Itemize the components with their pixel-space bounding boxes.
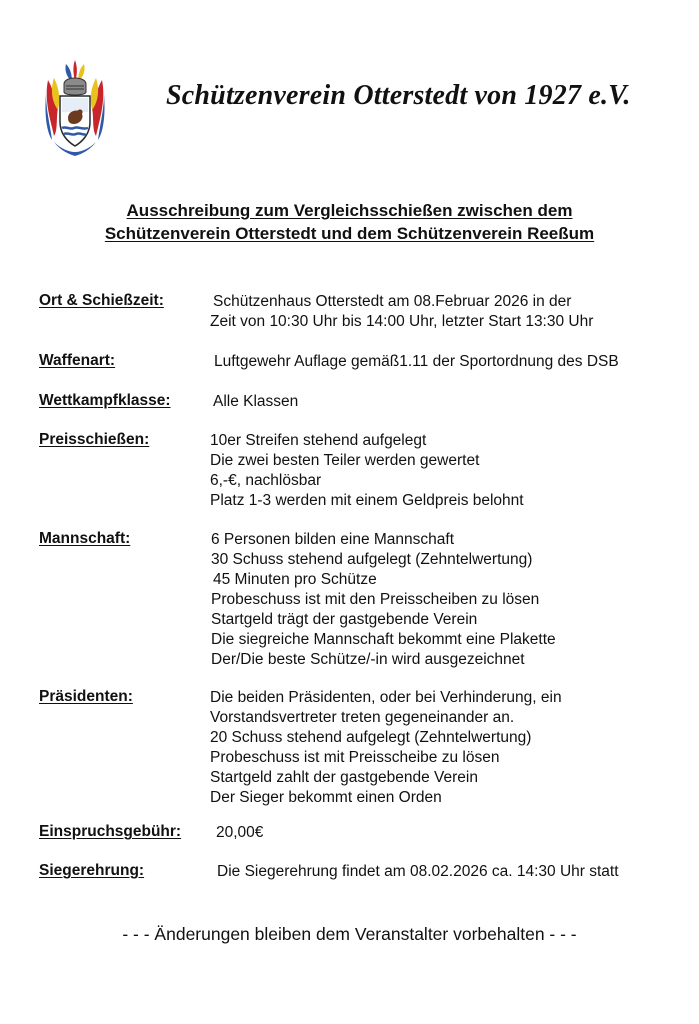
value-mannschaft bbox=[211, 530, 556, 670]
label-ort-schiesszeit: Ort & Schießzeit: bbox=[39, 292, 164, 309]
text-line: Schützenhaus Otterstedt am 08.Februar 2026 in der bbox=[213, 293, 572, 310]
heading-line-1: Ausschreibung zum Vergleichsschießen zwischen dem bbox=[126, 201, 573, 220]
text-line: Die beiden Präsidenten, oder bei Verhinderung, ein bbox=[210, 689, 562, 706]
label-preisschiessen: Preisschießen: bbox=[39, 431, 150, 448]
text-line: Der Sieger bekommt einen Orden bbox=[210, 789, 442, 806]
value-einspruchsgebuehr bbox=[216, 823, 263, 843]
text-line: Zeit von 10:30 Uhr bis 14:00 Uhr, letzter Start 13:30 Uhr bbox=[210, 313, 594, 330]
label-einspruchsgebuehr: Einspruchsgebühr: bbox=[39, 823, 182, 840]
text-line: 20 Schuss stehend aufgelegt (Zehntelwertung) bbox=[210, 729, 532, 746]
text-line: 6 Personen bilden eine Mannschaft bbox=[211, 531, 454, 548]
text-line: 10er Streifen stehend aufgelegt bbox=[210, 432, 427, 449]
text-line: Startgeld zahlt der gastgebende Verein bbox=[210, 769, 478, 786]
club-crest-logo bbox=[44, 60, 106, 158]
text-line: Der/Die beste Schütze/-in wird ausgezeichnet bbox=[211, 651, 525, 668]
value-siegerehrung bbox=[217, 862, 619, 882]
value-ort-schiesszeit bbox=[210, 292, 594, 332]
text-line: Die Siegerehrung findet am 08.02.2026 ca. 14:30 Uhr statt bbox=[217, 863, 619, 880]
text-line: 30 Schuss stehend aufgelegt (Zehntelwertung) bbox=[211, 551, 533, 568]
text-line: Vorstandsvertreter treten gegeneinander an. bbox=[210, 709, 515, 726]
heading-line-2: Schützenverein Otterstedt und dem Schützenverein Reeßum bbox=[104, 224, 595, 243]
text-line: Probeschuss ist mit den Preisscheiben zu lösen bbox=[211, 591, 540, 608]
label-wettkampfklasse: Wettkampfklasse: bbox=[39, 392, 171, 409]
club-name-title: Schützenverein Otterstedt von 1927 e.V. bbox=[166, 80, 631, 111]
text-line: Probeschuss ist mit Preisscheibe zu lösen bbox=[210, 749, 500, 766]
label-waffenart: Waffenart: bbox=[39, 352, 116, 369]
label-siegerehrung: Siegerehrung: bbox=[39, 862, 145, 879]
text-line: Luftgewehr Auflage gemäß1.11 der Sportordnung des DSB bbox=[214, 353, 619, 370]
text-line: Startgeld trägt der gastgebende Verein bbox=[211, 611, 478, 628]
text-line: 20,00€ bbox=[216, 824, 264, 841]
footer-note: - - - Änderungen bleiben dem Veranstalter vorbehalten - - - bbox=[122, 924, 577, 944]
label-praesidenten: Präsidenten: bbox=[39, 688, 133, 705]
text-line: Platz 1-3 werden mit einem Geldpreis belohnt bbox=[210, 492, 524, 509]
value-waffenart bbox=[214, 352, 619, 372]
text-line: Die zwei besten Teiler werden gewertet bbox=[210, 452, 480, 469]
text-line: Die siegreiche Mannschaft bekommt eine Plakette bbox=[211, 631, 556, 648]
text-line: 45 Minuten pro Schütze bbox=[213, 571, 377, 588]
label-mannschaft: Mannschaft: bbox=[39, 530, 131, 547]
value-wettkampfklasse bbox=[213, 392, 298, 412]
text-line: Alle Klassen bbox=[213, 393, 299, 410]
value-preisschiessen bbox=[210, 431, 524, 511]
text-line: 6,-€, nachlösbar bbox=[210, 472, 322, 489]
value-praesidenten bbox=[210, 688, 562, 808]
